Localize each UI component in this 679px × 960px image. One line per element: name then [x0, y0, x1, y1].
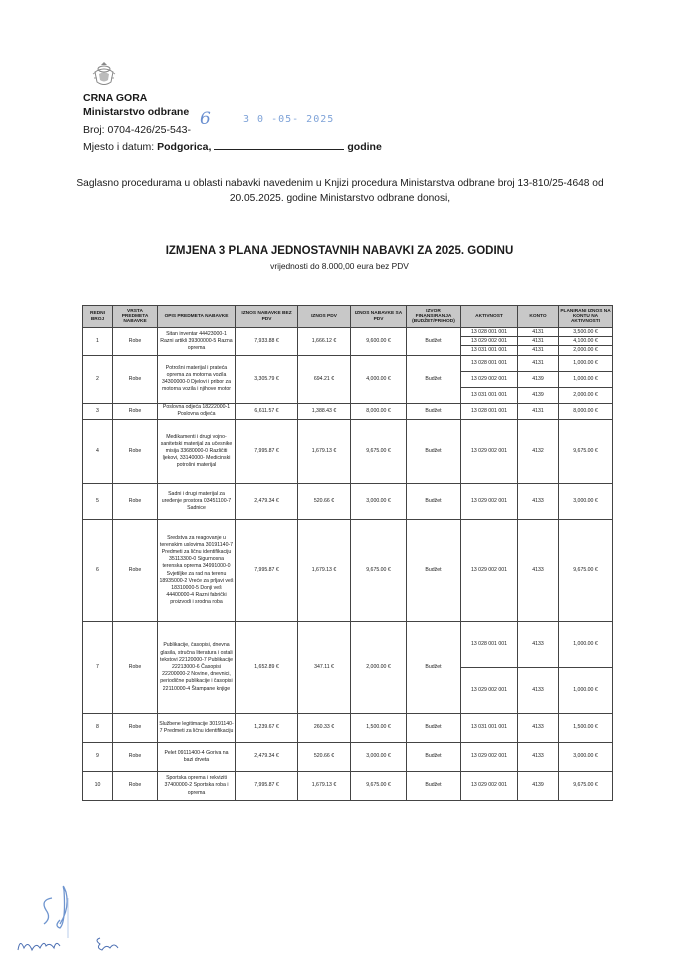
cell-planned: 3,500.00 € — [559, 328, 613, 337]
cell-activity: 13 029 002 001 — [461, 668, 518, 714]
cell-desc: Poslovna odjeća 18222000-1 Poslovna odjeća — [158, 403, 236, 419]
cell-konto: 4133 — [518, 622, 559, 668]
cell-planned: 2,000.00 € — [559, 387, 613, 403]
cell-source: Budžet — [407, 714, 461, 743]
table-row — [83, 520, 613, 622]
cell-vat: 1,679.13 € — [298, 772, 351, 801]
cell-gross: 3,000.00 € — [351, 484, 407, 520]
table-row — [83, 484, 613, 520]
date-blank-line — [214, 140, 344, 150]
cell-no: 10 — [83, 772, 113, 801]
date-stamp: 3 0 -05- 2025 — [243, 114, 335, 125]
cell-source: Budžet — [407, 622, 461, 714]
cell-desc: Sadni i drugi materijal za uređenje prostora 03451100-7 Sadnice — [158, 484, 236, 520]
header-planirani-iznos: PLANIRANI IZNOS NA KONTU NA AKTIVNOSTI — [559, 306, 613, 328]
cell-konto: 4139 — [518, 387, 559, 403]
cell-konto: 4131 — [518, 403, 559, 419]
table-row — [83, 622, 613, 668]
cell-source: Budžet — [407, 484, 461, 520]
intro-paragraph: Saglasno procedurama u oblasti nabavki navedenim u Knjizi procedura Ministarstva odbrane broj 13-810/25-4648 od 20.05.2025. godine Ministarstvo odbrane donosi, — [76, 178, 604, 204]
cell-konto: 4133 — [518, 743, 559, 772]
cell-activity: 13 028 001 001 — [461, 622, 518, 668]
table-row — [83, 403, 613, 419]
cell-source: Budžet — [407, 403, 461, 419]
cell-activity: 13 029 002 001 — [461, 371, 518, 387]
cell-planned: 4,100.00 € — [559, 337, 613, 346]
cell-planned: 1,000.00 € — [559, 355, 613, 371]
document-subtitle: vrijednosti do 8.000,00 eura bez PDV — [270, 261, 409, 271]
table-row — [83, 420, 613, 484]
table-row — [83, 328, 613, 337]
cell-vat: 520.66 € — [298, 743, 351, 772]
cell-no: 7 — [83, 622, 113, 714]
cell-net: 7,995.87 € — [236, 772, 298, 801]
cell-gross: 3,000.00 € — [351, 743, 407, 772]
cell-type: Robe — [113, 772, 158, 801]
cell-desc: Potrošni materijal i prateća oprema za motorna vozila 34300000-0 Djelovi i pribor za motorna vozila i njihove motor — [158, 355, 236, 403]
cell-type: Robe — [113, 403, 158, 419]
cell-planned: 1,000.00 € — [559, 371, 613, 387]
cell-planned: 9,675.00 € — [559, 772, 613, 801]
cell-activity: 13 029 002 001 — [461, 743, 518, 772]
cell-konto: 4133 — [518, 714, 559, 743]
cell-gross: 9,675.00 € — [351, 520, 407, 622]
cell-activity: 13 031 001 001 — [461, 346, 518, 355]
header-vrsta: VRSTA PREDMETA NABAVKE — [113, 306, 158, 328]
cell-source: Budžet — [407, 520, 461, 622]
cell-net: 7,995.87 € — [236, 520, 298, 622]
cell-konto: 4133 — [518, 668, 559, 714]
cell-gross: 8,000.00 € — [351, 403, 407, 419]
handwritten-signature — [10, 880, 140, 960]
ministry-name: Ministarstvo odbrane — [83, 106, 190, 118]
header-opis: OPIS PREDMETA NABAVKE — [158, 306, 236, 328]
cell-activity: 13 031 001 001 — [461, 714, 518, 743]
procurement-plan-table — [82, 305, 613, 801]
document-number: Broj: 0704-426/25-543- — [83, 124, 191, 136]
cell-no: 9 — [83, 743, 113, 772]
cell-type: Robe — [113, 355, 158, 403]
cell-konto: 4133 — [518, 520, 559, 622]
cell-planned: 1,500.00 € — [559, 714, 613, 743]
cell-net: 7,933.88 € — [236, 328, 298, 356]
cell-planned: 8,000.00 € — [559, 403, 613, 419]
cell-type: Robe — [113, 714, 158, 743]
cell-vat: 1,388.43 € — [298, 403, 351, 419]
cell-type: Robe — [113, 484, 158, 520]
country-name: CRNA GORA — [83, 92, 148, 104]
cell-planned: 3,000.00 € — [559, 484, 613, 520]
cell-vat: 1,679.13 € — [298, 520, 351, 622]
cell-vat: 1,666.12 € — [298, 328, 351, 356]
cell-gross: 4,000.00 € — [351, 355, 407, 403]
cell-planned: 9,675.00 € — [559, 520, 613, 622]
cell-vat: 1,679.13 € — [298, 420, 351, 484]
cell-planned: 2,000.00 € — [559, 346, 613, 355]
cell-type: Robe — [113, 328, 158, 356]
cell-desc: Pelet 09111400-4 Goriva na bazi drveta — [158, 743, 236, 772]
cell-konto: 4131 — [518, 346, 559, 355]
cell-gross: 2,000.00 € — [351, 622, 407, 714]
cell-gross: 9,675.00 € — [351, 420, 407, 484]
cell-net: 6,611.57 € — [236, 403, 298, 419]
cell-konto: 4133 — [518, 484, 559, 520]
cell-no: 8 — [83, 714, 113, 743]
header-redni-broj: REDNI BROJ — [83, 306, 113, 328]
cell-vat: 520.66 € — [298, 484, 351, 520]
cell-source: Budžet — [407, 328, 461, 356]
place-label: Mjesto i datum: — [83, 141, 155, 153]
cell-activity: 13 028 001 001 — [461, 355, 518, 371]
cell-source: Budžet — [407, 420, 461, 484]
cell-no: 2 — [83, 355, 113, 403]
cell-vat: 347.11 € — [298, 622, 351, 714]
cell-net: 1,239.67 € — [236, 714, 298, 743]
handwritten-number: 6 — [200, 109, 211, 129]
header-izvor: IZVOR FINANSIRANJA (BUDŽET/PRIHOD) — [407, 306, 461, 328]
cell-activity: 13 031 001 001 — [461, 387, 518, 403]
cell-net: 2,479.34 € — [236, 484, 298, 520]
cell-activity: 13 029 002 001 — [461, 520, 518, 622]
cell-net: 1,652.89 € — [236, 622, 298, 714]
table-row — [83, 743, 613, 772]
cell-planned: 1,000.00 € — [559, 668, 613, 714]
cell-activity: 13 029 002 001 — [461, 772, 518, 801]
cell-source: Budžet — [407, 355, 461, 403]
table-header-row — [83, 306, 613, 328]
cell-activity: 13 029 002 001 — [461, 337, 518, 346]
cell-desc: Sitan inventar 44423000-1 Razni artikli 39300000-5 Razna oprema — [158, 328, 236, 356]
cell-net: 7,995.87 € — [236, 420, 298, 484]
cell-gross: 1,500.00 € — [351, 714, 407, 743]
cell-konto: 4132 — [518, 420, 559, 484]
cell-no: 4 — [83, 420, 113, 484]
cell-type: Robe — [113, 420, 158, 484]
header-iznos-bez-pdv: IZNOS NABAVKE BEZ PDV — [236, 306, 298, 328]
table-row — [83, 355, 613, 371]
cell-net: 3,305.79 € — [236, 355, 298, 403]
cell-no: 6 — [83, 520, 113, 622]
coat-of-arms-icon — [91, 60, 117, 88]
table-row — [83, 714, 613, 743]
cell-vat: 694.21 € — [298, 355, 351, 403]
cell-gross: 9,675.00 € — [351, 772, 407, 801]
header-iznos-pdv: IZNOS PDV — [298, 306, 351, 328]
cell-desc: Sportska oprema i rekviziti 37400000-2 Sportska roba i oprema — [158, 772, 236, 801]
year-suffix: godine — [347, 141, 382, 153]
cell-net: 2,479.34 € — [236, 743, 298, 772]
header-aktivnost: AKTIVNOST — [461, 306, 518, 328]
cell-desc: Medikamenti i drugi vojno-sanitetski materijal za učesnike misija 33680000-0 Različiti ljekovi, 33140000- Medicinski potrošni materijal — [158, 420, 236, 484]
cell-planned: 3,000.00 € — [559, 743, 613, 772]
cell-konto: 4139 — [518, 371, 559, 387]
cell-type: Robe — [113, 743, 158, 772]
cell-desc: Službene legitimacije 30191140-7 Predmeti za ličnu identifikaciju — [158, 714, 236, 743]
header-konto: KONTO — [518, 306, 559, 328]
cell-konto: 4131 — [518, 328, 559, 337]
table-row — [83, 772, 613, 801]
place-date-line — [83, 140, 382, 153]
cell-planned: 9,675.00 € — [559, 420, 613, 484]
cell-no: 5 — [83, 484, 113, 520]
cell-no: 3 — [83, 403, 113, 419]
cell-type: Robe — [113, 520, 158, 622]
document-title: IZMJENA 3 PLANA JEDNOSTAVNIH NABAVKI ZA 2025. GODINU — [165, 245, 514, 257]
cell-konto: 4131 — [518, 337, 559, 346]
cell-desc: Publikacije, časopisi, dnevna glasila, stručna literatura i ostali tekstovi 22120000-7 Publikacije 22213000-6 Časopisi 22200000-2 Novine, dnevnici, periodične publikacije i časopisi 22110000-4 Štampane knjige — [158, 622, 236, 714]
cell-source: Budžet — [407, 772, 461, 801]
cell-planned: 1,000.00 € — [559, 622, 613, 668]
cell-activity: 13 028 001 001 — [461, 403, 518, 419]
cell-no: 1 — [83, 328, 113, 356]
cell-activity: 13 029 002 001 — [461, 484, 518, 520]
cell-gross: 9,600.00 € — [351, 328, 407, 356]
cell-desc: Sredstva za reagovanje u terenskim uslovima 30191140-7 Predmeti za ličnu identifikaciju 35113300-0 Sigurnosna terenska oprema 34991000-0 Svjetiljke za rad na terenu 18935000-2 Vreće za prljavi veš 18310000-5 Donji veš 44400000-4 Razni fabrički proizvodi i srodna roba — [158, 520, 236, 622]
cell-konto: 4131 — [518, 355, 559, 371]
cell-type: Robe — [113, 622, 158, 714]
place-value: Podgorica, — [157, 141, 212, 153]
cell-activity: 13 028 001 001 — [461, 328, 518, 337]
cell-vat: 260.33 € — [298, 714, 351, 743]
header-iznos-sa-pdv: IZNOS NABAVKE SA PDV — [351, 306, 407, 328]
cell-activity: 13 029 002 001 — [461, 420, 518, 484]
cell-source: Budžet — [407, 743, 461, 772]
cell-konto: 4139 — [518, 772, 559, 801]
